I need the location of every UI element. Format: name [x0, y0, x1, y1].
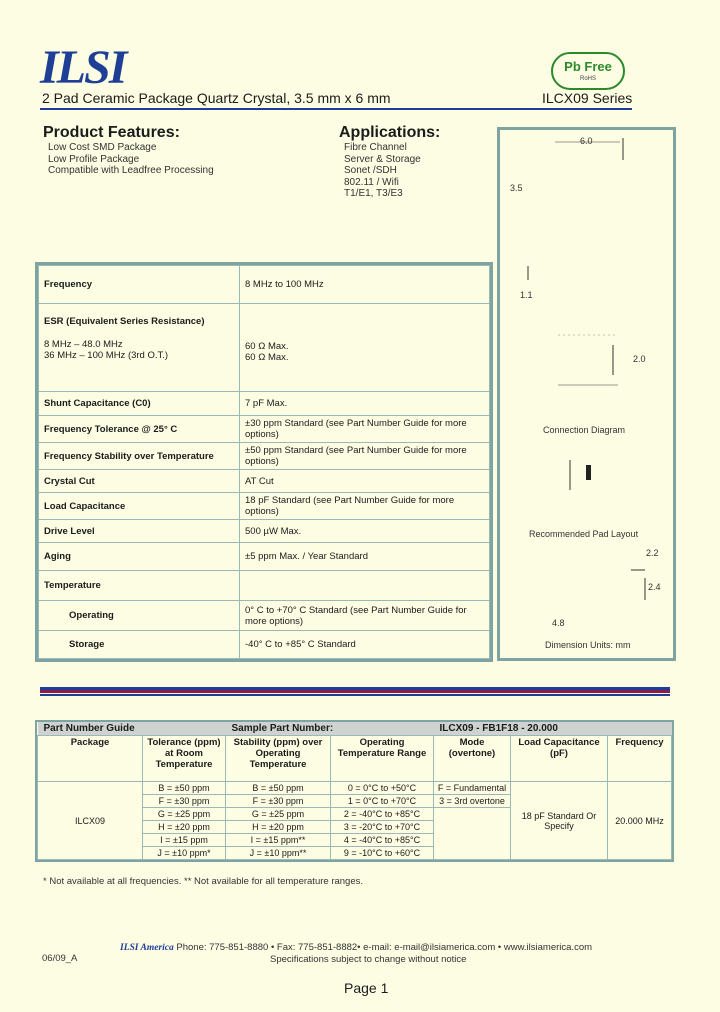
- pn-mode: 3 = 3rd overtone: [434, 795, 511, 808]
- pn-stability: I = ±15 ppm**: [226, 834, 331, 847]
- dim-width: 3.5: [510, 183, 523, 193]
- spec-label: Shunt Capacitance (C0): [39, 392, 240, 416]
- spec-label: Storage: [39, 631, 240, 659]
- pn-header: Operating Temperature Range: [331, 736, 434, 782]
- applications: [339, 124, 440, 200]
- pn-header: Package: [38, 736, 143, 782]
- spec-value: 18 pF Standard (see Part Number Guide for more options): [240, 493, 490, 520]
- sample-part-number: ILCX09 - FB1F18 - 20.000: [434, 722, 672, 736]
- pn-mode-empty: [434, 808, 511, 860]
- spec-label: Frequency Tolerance @ 25° C: [39, 416, 240, 443]
- spec-value: AT Cut: [240, 470, 490, 493]
- spec-label: Load Capacitance: [39, 493, 240, 520]
- ilsi-logo: ILSI: [40, 41, 126, 94]
- pn-tolerance: J = ±10 ppm*: [143, 847, 226, 860]
- pn-stability: J = ±10 ppm**: [226, 847, 331, 860]
- spec-label: Drive Level: [39, 520, 240, 543]
- pn-guide-title: Part Number Guide: [38, 722, 226, 736]
- spec-label: Temperature: [39, 571, 240, 601]
- pn-temp: 0 = 0°C to +50°C: [331, 782, 434, 795]
- feature-item: Low Profile Package: [48, 153, 140, 165]
- pad-layout-label: Recommended Pad Layout: [529, 529, 639, 539]
- pad-dim-2: 2.4: [648, 582, 661, 592]
- spec-table: [35, 262, 493, 662]
- spec-value: ±30 ppm Standard (see Part Number Guide for more options): [240, 416, 490, 443]
- pn-temp: 9 = -10°C to +60°C: [331, 847, 434, 860]
- esr-value-1: 60 Ω Max.: [245, 341, 289, 352]
- pn-header: Tolerance (ppm) at Room Temperature: [143, 736, 226, 782]
- esr-value-2: 60 Ω Max.: [245, 352, 289, 363]
- spec-label: ESR (Equivalent Series Resistance): [44, 316, 205, 327]
- company-name: ILSI America: [120, 943, 174, 953]
- divider: [40, 690, 670, 693]
- pn-header: Mode (overtone): [434, 736, 511, 782]
- dimension-panel: [497, 127, 676, 661]
- dim-length: 6.0: [580, 136, 593, 146]
- features-title: Product Features:: [43, 124, 180, 141]
- pn-tolerance: B = ±50 ppm: [143, 782, 226, 795]
- pn-temp: 4 = -40°C to +85°C: [331, 834, 434, 847]
- application-item: 802.11 / Wifi: [344, 176, 399, 188]
- spec-value: [240, 571, 490, 601]
- spec-value: 0° C to +70° C Standard (see Part Number Guide for more options): [240, 601, 490, 631]
- pb-free-badge: [551, 52, 625, 90]
- page-number: Page 1: [344, 980, 389, 996]
- pn-tolerance: H = ±20 ppm: [143, 821, 226, 834]
- rohs-text: RoHS: [579, 76, 596, 82]
- spec-value: 8 MHz to 100 MHz: [240, 266, 490, 304]
- pn-stability: G = ±25 ppm: [226, 808, 331, 821]
- application-item: Fibre Channel: [344, 142, 407, 153]
- application-item: Server & Storage: [344, 153, 421, 165]
- product-features: [43, 124, 214, 177]
- pn-stability: F = ±30 ppm: [226, 795, 331, 808]
- pn-stability: H = ±20 ppm: [226, 821, 331, 834]
- spec-label: Operating: [39, 601, 240, 631]
- pn-package: ILCX09: [38, 782, 143, 860]
- pn-header: Load Capacitance (pF): [511, 736, 608, 782]
- divider: [40, 694, 670, 696]
- pad-dim-1: 2.2: [646, 548, 659, 558]
- contact-line: [120, 942, 592, 953]
- contact-info: Phone: 775-851-8880 • Fax: 775-851-8882• e-mail: e-mail@ilsiamerica.com • www.ilsiamerica.com: [176, 942, 593, 953]
- header-divider: [40, 108, 632, 110]
- pn-mode: F = Fundamental: [434, 782, 511, 795]
- availability-notes: * Not available at all frequencies. ** Not available for all temperature ranges.: [43, 876, 364, 887]
- dimension-units: Dimension Units: mm: [545, 640, 631, 650]
- feature-item: Compatible with Leadfree Processing: [48, 165, 214, 176]
- series-name: ILCX09 Series: [542, 90, 633, 106]
- applications-title: Applications:: [339, 124, 441, 141]
- spec-notice: Specifications subject to change without notice: [270, 954, 467, 965]
- feature-item: Low Cost SMD Package: [48, 142, 157, 153]
- pn-tolerance: F = ±30 ppm: [143, 795, 226, 808]
- pn-temp: 1 = 0°C to +70°C: [331, 795, 434, 808]
- spec-label: Frequency: [39, 266, 240, 304]
- sample-label: Sample Part Number:: [226, 722, 434, 736]
- revision-date: 06/09_A: [42, 953, 78, 964]
- esr-range-1: 8 MHz – 48.0 MHz: [44, 339, 123, 350]
- pad-dim-3: 4.8: [552, 618, 565, 628]
- spec-value: 7 pF Max.: [240, 392, 490, 416]
- spec-value: ±5 ppm Max. / Year Standard: [240, 543, 490, 571]
- application-item: T1/E1, T3/E3: [344, 188, 403, 199]
- spec-value: -40° C to +85° C Standard: [240, 631, 490, 659]
- pn-header: Stability (ppm) over Operating Temperature: [226, 736, 331, 782]
- pn-tolerance: G = ±25 ppm: [143, 808, 226, 821]
- pn-frequency: 20.000 MHz: [608, 782, 672, 860]
- product-subtitle: 2 Pad Ceramic Package Quartz Crystal, 3.5 mm x 6 mm: [42, 90, 391, 106]
- dim-thickness: 1.1: [520, 290, 533, 300]
- pn-load: 18 pF Standard Or Specify: [511, 782, 608, 860]
- dimension-drawing: [500, 130, 673, 658]
- esr-range-2: 36 MHz – 100 MHz (3rd O.T.): [44, 350, 169, 361]
- spec-label: Crystal Cut: [39, 470, 240, 493]
- spec-value: ±50 ppm Standard (see Part Number Guide for more options): [240, 443, 490, 470]
- pb-free-text: Pb Free: [564, 59, 612, 74]
- spec-label: Frequency Stability over Temperature: [39, 443, 240, 470]
- pn-temp: 2 = -40°C to +85°C: [331, 808, 434, 821]
- pn-stability: B = ±50 ppm: [226, 782, 331, 795]
- pn-header: Frequency: [608, 736, 672, 782]
- pn-temp: 3 = -20°C to +70°C: [331, 821, 434, 834]
- part-number-guide: [35, 720, 674, 862]
- spec-label: Aging: [39, 543, 240, 571]
- dim-pad: 2.0: [633, 354, 646, 364]
- connection-diagram-label: Connection Diagram: [543, 425, 626, 435]
- application-item: Sonet /SDH: [344, 165, 397, 176]
- spec-value: 500 µW Max.: [240, 520, 490, 543]
- pn-tolerance: I = ±15 ppm: [143, 834, 226, 847]
